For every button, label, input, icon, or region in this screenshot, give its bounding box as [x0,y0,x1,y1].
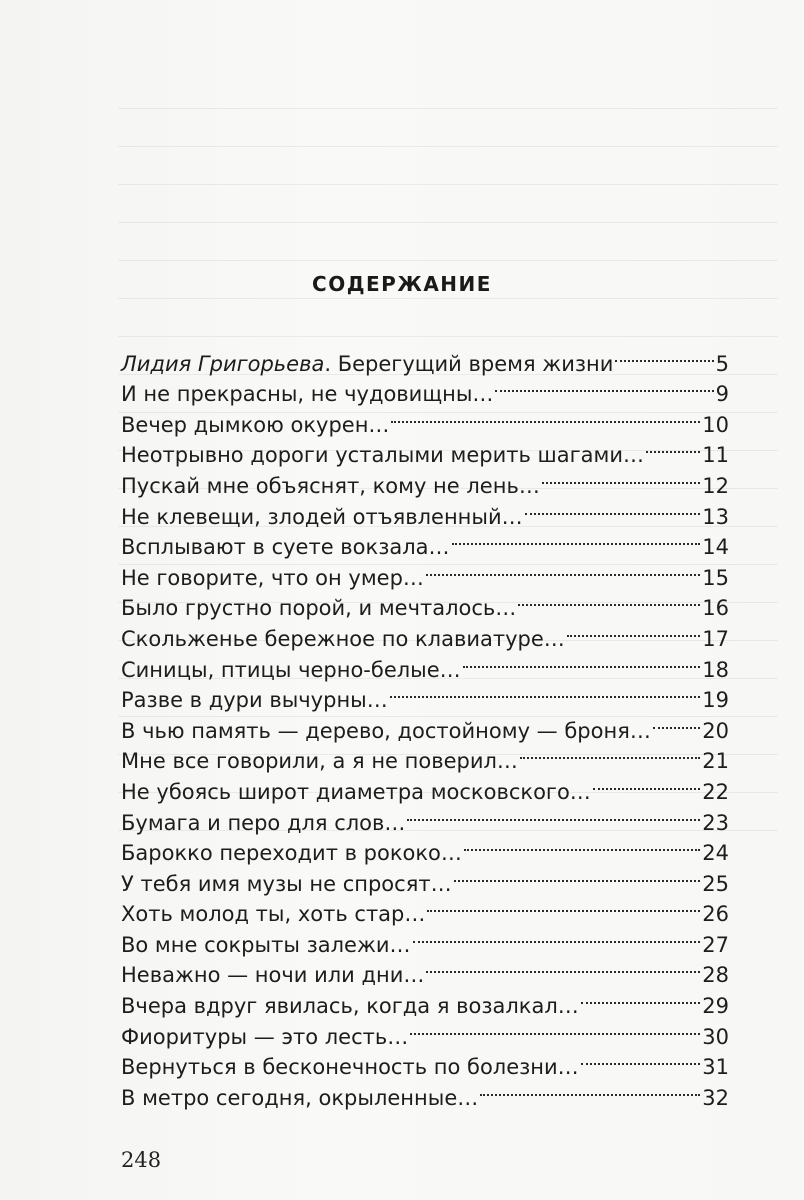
toc-entry-title-text: Синицы, птицы черно-белые… [121,657,461,682]
toc-entry-title [121,593,516,624]
toc-entry-title [121,1083,478,1114]
toc-entry-page: 11 [702,443,729,468]
toc-entry-title [121,746,518,777]
dot-leader [426,554,700,585]
dot-leader [525,493,701,524]
toc-entry-page: 26 [702,902,729,927]
dot-leader [615,340,713,371]
dot-leader [463,646,701,677]
toc-entry-page: 30 [702,1024,729,1049]
dot-leader [567,615,700,646]
dot-leader [581,1044,701,1075]
dot-leader [426,952,700,983]
toc-entry-title-text: Вечер дымкою окурен… [121,412,390,437]
toc-entry-page: 31 [702,1055,729,1080]
table-of-contents [121,340,729,1110]
toc-entry-title-text: В метро сегодня, окрыленные… [121,1085,479,1110]
dot-leader [495,371,713,402]
toc-entry-title-text: Не убоясь широт диаметра московского… [121,779,591,804]
toc-entry-title-text: Разве в дури вычурны… [121,688,388,713]
dot-leader [452,524,701,555]
dot-leader [520,738,700,769]
toc-entry-title-text: Пускай мне объяснят, кому не лень… [121,473,540,498]
toc-entry-title-text: Хоть молод ты, хоть стар… [121,902,426,927]
toc-entry-title [121,838,462,869]
toc-entry-title-text: Фиоритуры — это лесть… [121,1024,409,1049]
toc-entry-page: 5 [715,351,729,376]
dot-leader [413,921,701,952]
toc-entry-author: Лидия Григорьева [121,351,325,376]
dot-leader [518,585,700,616]
toc-entry-title-text: Всплывают в суете вокзала… [121,535,450,560]
dot-leader [593,768,700,799]
toc-entry-title [121,808,405,839]
page-number: 248 [121,1148,162,1172]
toc-entry-title [121,960,424,991]
toc-entry-title-text: Неважно — ночи или дни… [121,963,425,988]
toc-entry-page: 12 [702,473,729,498]
toc-entry-page: 20 [702,718,729,743]
toc-entry-page: 27 [702,932,729,957]
toc-entry-title [121,685,388,716]
toc-entry-page: 19 [702,688,729,713]
toc-entry-page: 25 [702,871,729,896]
toc-entry-page: 13 [702,504,729,529]
dot-leader [390,677,701,708]
toc-entry-page: 10 [702,412,729,437]
toc-entry-title [121,899,425,930]
toc-entry-page: 21 [702,749,729,774]
dot-leader [391,401,700,432]
toc-entry-page: 22 [702,779,729,804]
toc-entry-page: 23 [702,810,729,835]
toc-entry-title-text: . Берегущий время жизни [324,351,614,376]
toc-entry-title [121,410,389,441]
toc-entry-title-text: Неотрывно дороги усталыми мерить шагами… [121,443,644,468]
toc-entry-page: 18 [702,657,729,682]
toc-entry-title-text: Было грустно порой, и мечталось… [121,596,517,621]
toc-entry-page: 29 [702,994,729,1019]
toc-entry-title-text: Не клевещи, злодей отъявленный… [121,504,523,529]
dot-leader [480,1074,700,1105]
toc-entry-title [121,471,540,502]
toc-entry-title-text: Не говорите, что он умер… [121,565,424,590]
dot-leader [581,982,700,1013]
toc-entry-page: 9 [715,382,729,407]
toc-entry-page: 15 [702,565,729,590]
toc-entry-title-text: Мне все говорили, а я не поверил… [121,749,518,774]
dot-leader [410,1013,700,1044]
toc-entry-title [121,563,424,594]
toc-entry-title-text: Вчера вдруг явилась, когда я возалкал… [121,994,579,1019]
toc-entry-title-text: Во мне сокрыты залежи… [121,932,411,957]
toc-entry-page: 17 [702,626,729,651]
toc-entry-title [121,1022,408,1053]
toc-entry-title-text: И не прекрасны, не чудовищны… [121,382,494,407]
dot-leader [646,432,700,463]
toc-entry-title [121,930,411,961]
toc-entry [121,340,729,376]
toc-entry-page: 32 [702,1085,729,1110]
toc-entry-title-text: Скольженье бережное по клавиатуре… [121,626,565,651]
toc-entry-title-text: У тебя имя музы не спросят… [121,871,452,896]
toc-entry-title-text: Вернуться в бесконечность по болезни… [121,1055,579,1080]
toc-entry-page: 16 [702,596,729,621]
dot-leader [407,799,700,830]
dot-leader [427,891,700,922]
dot-leader [653,707,700,738]
toc-entry-title-text: Бумага и перо для слов… [121,810,406,835]
toc-entry-page: 24 [702,841,729,866]
dot-leader [542,462,700,493]
dot-leader [454,860,701,891]
toc-entry-title-text: Барокко переходит в рококо… [121,841,462,866]
toc-entry-page: 14 [702,535,729,560]
toc-entry-title [121,869,452,900]
toc-entry-page: 28 [702,963,729,988]
toc-entry-title [121,532,450,563]
contents-heading: СОДЕРЖАНИЕ [312,272,492,296]
toc-entry-title-text: В чью память — дерево, достойному — броня… [121,718,651,743]
dot-leader [464,830,700,861]
